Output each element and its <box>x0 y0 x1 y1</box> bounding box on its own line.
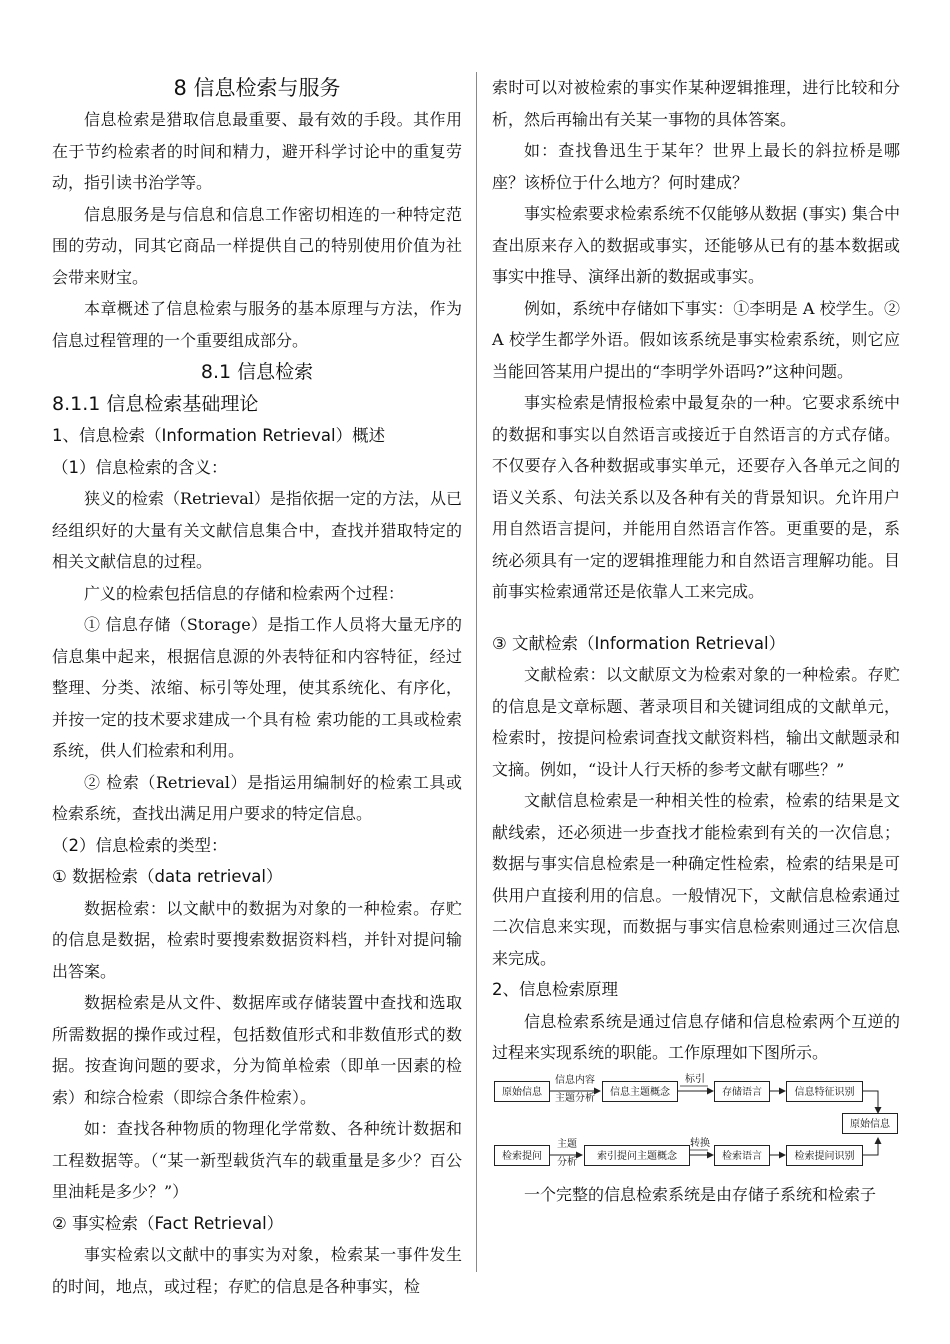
paragraph: 一个完整的信息检索系统是由存储子系统和检索子 <box>524 1184 877 1204</box>
paragraph: 广义的检索包括信息的存储和检索两个过程： <box>84 583 405 603</box>
diagram-box-info-feature: 信息特征识别 <box>786 1081 863 1102</box>
retrieval-principle-diagram <box>492 1075 900 1175</box>
section-title: 8.1 信息检索 <box>200 361 314 383</box>
paragraph: 数据检索：以文献中的数据为对象的一种检索。存贮的信息是数据，检索时要搜索数据资料档，并针对提问输出答案。 <box>52 898 462 981</box>
heading-retrieval-principle: 2、信息检索原理 <box>492 980 618 999</box>
paragraph: 事实检索要求检索系统不仅能够从数据 (事实) 集合中查出原来存入的数据或事实，还能够从已有的基本数据或事实中推导、演绎出新的数据或事实。 <box>492 204 900 286</box>
spacer <box>492 608 900 628</box>
diagram-label-convert: 转换 <box>690 1137 710 1149</box>
diagram-box-info-subject: 信息主题概念 <box>602 1081 678 1102</box>
diagram-label-content: 信息内容 <box>555 1074 595 1086</box>
diagram-box-original-info: 原始信息 <box>494 1081 550 1102</box>
diagram-box-retrieval-language: 检索语言 <box>714 1145 770 1166</box>
heading-fact-retrieval: ② 事实检索（Fact Retrieval） <box>52 1213 284 1233</box>
diagram-label-index: 标引 <box>685 1073 705 1085</box>
paragraph: 文献信息检索是一种相关性的检索，检索的结果是文献线索，还必须进一步查找才能检索到有关的一次信息；数据与事实信息检索是一种确定性检索，检索的结果是可供用户直接利用的信息。一般情况下，文献信息检索通过二次信息来实现，而数据与事实信息检索则通过三次信息来完成。 <box>492 791 900 968</box>
diagram-box-original-info-right: 原始信息 <box>842 1113 898 1134</box>
diagram-box-query-concept: 索引提问主题概念 <box>584 1145 690 1166</box>
paragraph: 本章概述了信息检索与服务的基本原理与方法，作为信息过程管理的一个重要组成部分。 <box>52 299 462 350</box>
diagram-label-subject: 主题 <box>557 1138 577 1150</box>
paragraph: 信息检索是猎取信息最重要、最有效的手段。其作用在于节约检索者的时间和精力，避开科学讨论中的重复劳动，指引读书治学等。 <box>52 110 462 192</box>
paragraph: 例如，系统中存储如下事实：①李明是 A 校学生。② A 校学生都学外语。假如该系统是事实检索系统，则它应当能回答某用户提出的“李明学外语吗?”这种问题。 <box>492 298 900 381</box>
heading-overview: 1、信息检索（Information Retrieval）概述 <box>52 426 386 445</box>
heading-definition: （1）信息检索的含义： <box>52 457 228 477</box>
diagram-box-query-identify: 检索提问识别 <box>786 1145 863 1166</box>
diagram-box-query: 检索提问 <box>494 1145 550 1166</box>
paragraph: 文献检索：以文献原文为检索对象的一种检索。存贮的信息是文章标题、著录项目和关键词组成的文献单元，检索时，按提问检索词查找文献资料档，输出文献题录和文摘。例如，“设计人行天桥的参考文献有哪些？” <box>492 665 900 779</box>
column-divider <box>476 72 477 1272</box>
paragraph: 索时可以对被检索的事实作某种逻辑推理，进行比较和分析，然后再输出有关某一事物的具体答案。 <box>492 78 900 129</box>
paragraph: 信息检索系统是通过信息存储和信息检索两个互逆的过程来实现系统的职能。工作原理如下图所示。 <box>492 1011 900 1062</box>
subsection-title: 8.1.1 信息检索基础理论 <box>52 393 259 415</box>
chapter-title: 8 信息检索与服务 <box>173 76 341 100</box>
heading-data-retrieval: ① 数据检索（data retrieval） <box>52 867 283 886</box>
diagram-label-analysis: 主题分析 <box>555 1092 595 1104</box>
paragraph: 如：查找各种物质的物理化学常数、各种统计数据和工程数据等。（“某一新型载货汽车的载重量是多少？百公里油耗是多少？”） <box>52 1119 462 1201</box>
paragraph: 数据检索是从文件、数据库或存储装置中查找和选取所需数据的操作或过程，包括数值形式和非数值形式的数据。按查询问题的要求，分为简单检索（即单一因素的检索）和综合检索（即综合条件检索）。 <box>52 993 462 1107</box>
heading-document-retrieval: ③ 文献检索（Information Retrieval） <box>492 633 786 653</box>
paragraph: 如：查找鲁迅生于某年？世界上最长的斜拉桥是哪座？该桥位于什么地方？何时建成？ <box>492 141 900 192</box>
heading-types: （2）信息检索的类型： <box>52 835 228 855</box>
paragraph: 事实检索以文献中的事实为对象，检索某一事件发生的时间，地点，或过程；存贮的信息是各种事实，检 <box>52 1245 462 1296</box>
diagram-label-subject-analysis: 分析 <box>557 1156 577 1168</box>
paragraph: 信息服务是与信息和信息工作密切相连的一种特定范围的劳动，同其它商品一样提供自己的特别使用价值为社会带来财宝。 <box>52 204 462 287</box>
right-column <box>492 72 900 1210</box>
paragraph: ① 信息存储（Storage）是指工作人员将大量无序的信息集中起来，根据信息源的外表特征和内容特征，经过整理、分类、浓缩、标引等处理，使其系统化、有序化，并按一定的技术要求建成一个具有检 索功能的工具或检索系统，供人们检索和利用。 <box>52 615 462 760</box>
paragraph: 事实检索是情报检索中最复杂的一种。它要求系统中的数据和事实以自然语言或接近于自然语言的方式存储。不仅要存入各种数据或事实单元，还要存入各单元之间的语义关系、句法关系以及各种有关的背景知识。允许用户用自然语言提问，并能用自然语言作答。更重要的是，系统必须具有一定的逻辑推理能力和自然语言理解功能。目前事实检索通常还是依靠人工来完成。 <box>492 393 900 601</box>
paragraph: 狭义的检索（Retrieval）是指依据一定的方法，从已经组织好的大量有关文献信息集合中，查找并猎取特定的相关文献信息的过程。 <box>52 489 462 571</box>
paragraph: ② 检索（Retrieval）是指运用编制好的检索工具或检索系统，查找出满足用户要求的特定信息。 <box>52 772 462 823</box>
diagram-box-storage-language: 存储语言 <box>714 1081 770 1102</box>
left-column <box>52 72 462 1302</box>
